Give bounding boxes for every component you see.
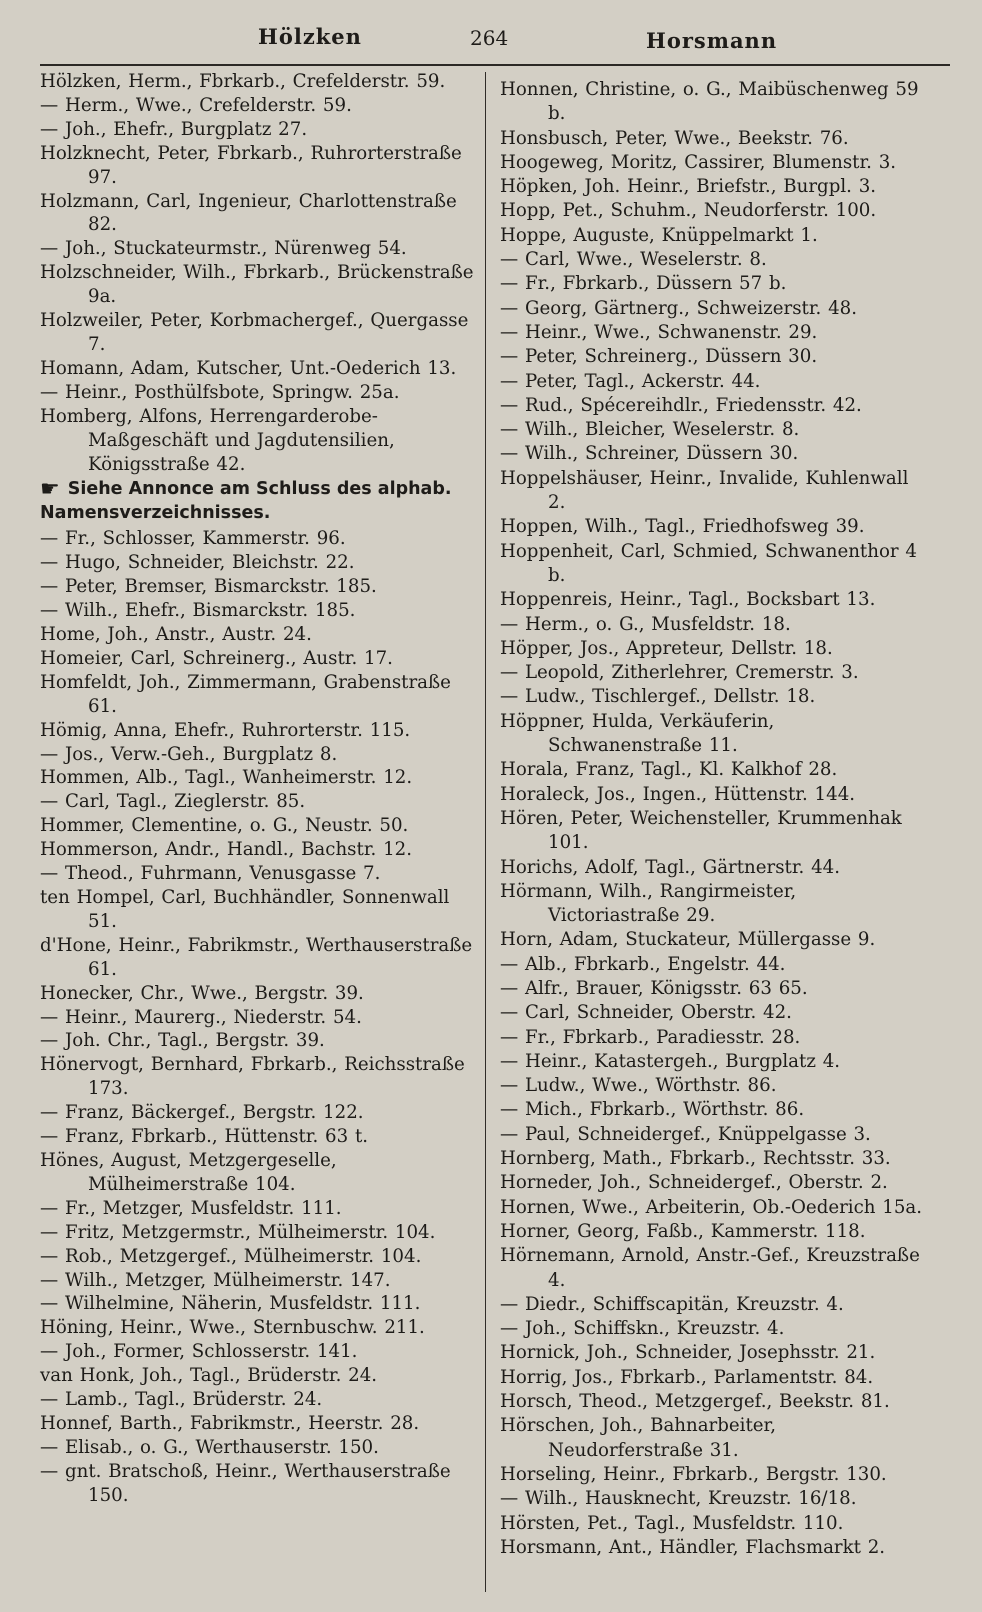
directory-entry: — Heinr., Maurerg., Niederstr. 54. <box>40 1006 362 1028</box>
directory-entry: — Franz, Bäckergef., Bergstr. 122. <box>40 1102 364 1124</box>
directory-entry: Homeier, Carl, Schreinerg., Austr. 17. <box>40 647 393 669</box>
directory-entry: Hönes, August, Metzgergeselle, Mülheimerstraße 104. <box>40 1149 337 1195</box>
directory-entry: — Ludw., Tischlergef., Dellstr. 18. <box>500 686 816 708</box>
directory-entry: Hoppen, Wilh., Tagl., Friedhofsweg 39. <box>500 516 865 538</box>
directory-entry: — Joh., Stuckateurmstr., Nürenweg 54. <box>40 238 407 260</box>
directory-entry: Hoppelshäuser, Heinr., Invalide, Kuhlenwall 2. <box>500 467 909 514</box>
directory-entry: — Alb., Fbrkarb., Engelstr. 44. <box>500 953 786 975</box>
directory-entry: Hornick, Joh., Schneider, Josephsstr. 21. <box>500 1342 876 1364</box>
directory-entry: — Carl, Schneider, Oberstr. 42. <box>500 1002 792 1024</box>
header-right-title: Horsmann <box>646 28 778 53</box>
directory-entry: ten Hompel, Carl, Buchhändler, Sonnenwall 51. <box>40 887 450 932</box>
directory-entry: — Joh., Schiffskn., Kreuzstr. 4. <box>500 1318 785 1340</box>
directory-entry: Homann, Adam, Kutscher, Unt.-Oederich 13. <box>40 357 457 379</box>
directory-entry: Honsbusch, Peter, Wwe., Beekstr. 76. <box>500 127 849 149</box>
directory-entry: Hornberg, Math., Fbrkarb., Rechtsstr. 33. <box>500 1148 891 1170</box>
directory-entry: — Carl, Tagl., Zieglerstr. 85. <box>40 791 306 813</box>
directory-entry: — Fr., Fbrkarb., Düssern 57 b. <box>500 273 787 295</box>
directory-entry: — Wilh., Schreiner, Düssern 30. <box>500 443 799 465</box>
directory-entry: — Fr., Fbrkarb., Paradiesstr. 28. <box>500 1026 801 1048</box>
directory-entry: — Paul, Schneidergef., Knüppelgasse 3. <box>500 1123 871 1145</box>
directory-entry: Hoppe, Auguste, Knüppelmarkt 1. <box>500 224 818 246</box>
advertisement-notice <box>40 478 475 525</box>
header-rule <box>40 64 950 66</box>
directory-entry: Homberg, Alfons, Herrengarderobe-Maßgeschäft und Jagdutensilien, Königsstraße 42. <box>40 405 395 475</box>
directory-entry: Horseling, Heinr., Fbrkarb., Bergstr. 130. <box>500 1463 887 1485</box>
directory-entry: — Hugo, Schneider, Bleichstr. 22. <box>40 552 355 574</box>
directory-entry: — Joh. Chr., Tagl., Bergstr. 39. <box>40 1030 325 1052</box>
directory-entry: Höpper, Jos., Appreteur, Dellstr. 18. <box>500 637 833 659</box>
directory-entry: — Wilh., Hausknecht, Kreuzstr. 16/18. <box>500 1488 857 1510</box>
directory-entry: Holzknecht, Peter, Fbrkarb., Ruhrorterstraße 97. <box>40 142 462 188</box>
directory-entry: — Mich., Fbrkarb., Wörthstr. 86. <box>500 1099 805 1121</box>
directory-entry: Honnen, Christine, o. G., Maibüschenweg 59 b. <box>500 79 919 125</box>
directory-entry: Horn, Adam, Stuckateur, Müllergasse 9. <box>500 929 876 951</box>
directory-entry: — Ludw., Wwe., Wörthstr. 86. <box>500 1075 777 1097</box>
directory-entry: Hörsten, Pet., Tagl., Musfeldstr. 110. <box>500 1512 844 1534</box>
directory-entry: — Carl, Wwe., Weselerstr. 8. <box>500 249 767 271</box>
column-divider <box>485 72 486 1592</box>
directory-entry: — Herm., Wwe., Crefelderstr. 59. <box>40 94 352 116</box>
directory-entry: — Alfr., Brauer, Königsstr. 63 65. <box>500 977 808 999</box>
directory-entry: Hommen, Alb., Tagl., Wanheimerstr. 12. <box>40 767 413 789</box>
directory-entry: — Theod., Fuhrmann, Venusgasse 7. <box>40 863 381 885</box>
directory-entry: Hömig, Anna, Ehefr., Ruhrorterstr. 115. <box>40 719 411 741</box>
directory-entry: Honecker, Chr., Wwe., Bergstr. 39. <box>40 982 364 1004</box>
left-column <box>40 70 475 1508</box>
directory-entry: — Joh., Former, Schlosserstr. 141. <box>40 1341 358 1363</box>
directory-entry: Horaleck, Jos., Ingen., Hüttenstr. 144. <box>500 783 856 805</box>
directory-entry: — Lamb., Tagl., Brüderstr. 24. <box>40 1389 323 1411</box>
directory-entry: Hölzken, Herm., Fbrkarb., Crefelderstr. 59. <box>40 71 446 92</box>
directory-entry: — Georg, Gärtnerg., Schweizerstr. 48. <box>500 297 858 319</box>
directory-entry: — Jos., Verw.-Geh., Burgplatz 8. <box>40 743 338 765</box>
directory-entry: Höning, Heinr., Wwe., Sternbuschw. 211. <box>40 1317 425 1339</box>
directory-entry: Horrig, Jos., Fbrkarb., Parlamentstr. 84. <box>500 1366 874 1388</box>
directory-entry: — Wilhelmine, Näherin, Musfeldstr. 111. <box>40 1293 421 1315</box>
directory-entry: — Fr., Schlosser, Kammerstr. 96. <box>40 528 346 550</box>
directory-entry: — Fritz, Metzgermstr., Mülheimerstr. 104. <box>40 1221 436 1243</box>
directory-entry: Horner, Georg, Faßb., Kammerstr. 118. <box>500 1220 866 1242</box>
header-left-title: Hölzken <box>258 24 362 49</box>
notice-text: Siehe Annonce am Schluss des alphab. Namensverzeichnisses. <box>40 479 452 523</box>
directory-entry: Hoppenreis, Heinr., Tagl., Bocksbart 13. <box>500 589 876 611</box>
directory-entry: — Leopold, Zitherlehrer, Cremerstr. 3. <box>500 662 859 684</box>
directory-entry: — Wilh., Ehefr., Bismarckstr. 185. <box>40 600 356 622</box>
directory-entry: — Franz, Fbrkarb., Hüttenstr. 63 t. <box>40 1126 369 1148</box>
directory-entry: Horala, Franz, Tagl., Kl. Kalkhof 28. <box>500 759 838 781</box>
directory-entry: Horsch, Theod., Metzgergef., Beekstr. 81. <box>500 1391 890 1413</box>
directory-entry: van Honk, Joh., Tagl., Brüderstr. 24. <box>40 1365 378 1387</box>
directory-entry: Hörnemann, Arnold, Anstr.-Gef., Kreuzstraße 4. <box>500 1245 920 1291</box>
directory-entry: — Heinr., Wwe., Schwanenstr. 29. <box>500 321 818 343</box>
directory-entry: — Heinr., Posthülfsbote, Springw. 25a. <box>40 381 400 403</box>
directory-entry: Hommer, Clementine, o. G., Neustr. 50. <box>40 815 409 837</box>
directory-entry: Hören, Peter, Weichensteller, Krummenhak 101. <box>500 807 902 854</box>
page-number: 264 <box>470 26 509 50</box>
directory-entry: Honnef, Barth., Fabrikmstr., Heerstr. 28. <box>40 1412 420 1434</box>
directory-entry: — Peter, Tagl., Ackerstr. 44. <box>500 370 761 392</box>
page-header <box>40 18 952 58</box>
directory-entry: Horneder, Joh., Schneidergef., Oberstr. 2. <box>500 1172 888 1194</box>
directory-entry: — Peter, Schreinerg., Düssern 30. <box>500 346 818 368</box>
directory-entry: d'Hone, Heinr., Fabrikmstr., Werthauserstraße 61. <box>40 934 473 980</box>
directory-entry: Hoppenheit, Carl, Schmied, Schwanenthor 4 b. <box>500 540 917 586</box>
directory-entry: — Joh., Ehefr., Burgplatz 27. <box>40 118 308 140</box>
directory-entry: Hommerson, Andr., Handl., Bachstr. 12. <box>40 839 413 861</box>
directory-entry: — Wilh., Metzger, Mülheimerstr. 147. <box>40 1269 391 1291</box>
directory-entry: — gnt. Bratschoß, Heinr., Werthauserstraße 150. <box>40 1460 451 1506</box>
directory-entry: — Elisab., o. G., Werthauserstr. 150. <box>40 1436 379 1458</box>
directory-entry: Höpken, Joh. Heinr., Briefstr., Burgpl. 3. <box>500 176 877 198</box>
directory-entry: Hönervogt, Bernhard, Fbrkarb., Reichsstraße 173. <box>40 1054 465 1100</box>
directory-entry: Holzweiler, Peter, Korbmachergef., Quergasse 7. <box>40 310 469 355</box>
directory-entry: Homfeldt, Joh., Zimmermann, Grabenstraße 61. <box>40 671 451 717</box>
directory-entry: — Wilh., Bleicher, Weselerstr. 8. <box>500 419 800 441</box>
directory-entry: — Herm., o. G., Musfeldstr. 18. <box>500 613 791 635</box>
directory-entry: Home, Joh., Anstr., Austr. 24. <box>40 624 312 646</box>
directory-entry: Hörschen, Joh., Bahnarbeiter, Neudorferstraße 31. <box>500 1415 777 1461</box>
directory-entry: — Heinr., Katastergeh., Burgplatz 4. <box>500 1050 841 1072</box>
directory-entry: Hornen, Wwe., Arbeiterin, Ob.-Oederich 15a. <box>500 1196 923 1218</box>
directory-entry: — Rob., Metzgergef., Mülheimerstr. 104. <box>40 1245 422 1267</box>
directory-entry: — Rud., Spécereihdlr., Friedensstr. 42. <box>500 394 862 416</box>
directory-entry: Hopp, Pet., Schuhm., Neudorferstr. 100. <box>500 200 877 222</box>
directory-entry: Holzschneider, Wilh., Fbrkarb., Brückenstraße 9a. <box>40 262 474 308</box>
directory-entry: — Fr., Metzger, Musfeldstr. 111. <box>40 1197 342 1219</box>
directory-entry: Horsmann, Ant., Händler, Flachsmarkt 2. <box>500 1536 886 1558</box>
directory-entry: Höppner, Hulda, Verkäuferin, Schwanenstraße 11. <box>500 710 775 757</box>
directory-entry: Holzmann, Carl, Ingenieur, Charlottenstraße 82. <box>40 190 457 236</box>
directory-entry: — Diedr., Schiffscapitän, Kreuzstr. 4. <box>500 1293 844 1315</box>
directory-entry: Hoogeweg, Moritz, Cassirer, Blumenstr. 3. <box>500 151 897 173</box>
pointing-hand-icon: ☛ <box>40 477 60 503</box>
right-column <box>500 78 930 1560</box>
directory-entry: Horichs, Adolf, Tagl., Gärtnerstr. 44. <box>500 856 841 878</box>
directory-entry: — Peter, Bremser, Bismarckstr. 185. <box>40 576 377 598</box>
directory-entry: Hörmann, Wilh., Rangirmeister, Victoriastraße 29. <box>500 880 797 927</box>
